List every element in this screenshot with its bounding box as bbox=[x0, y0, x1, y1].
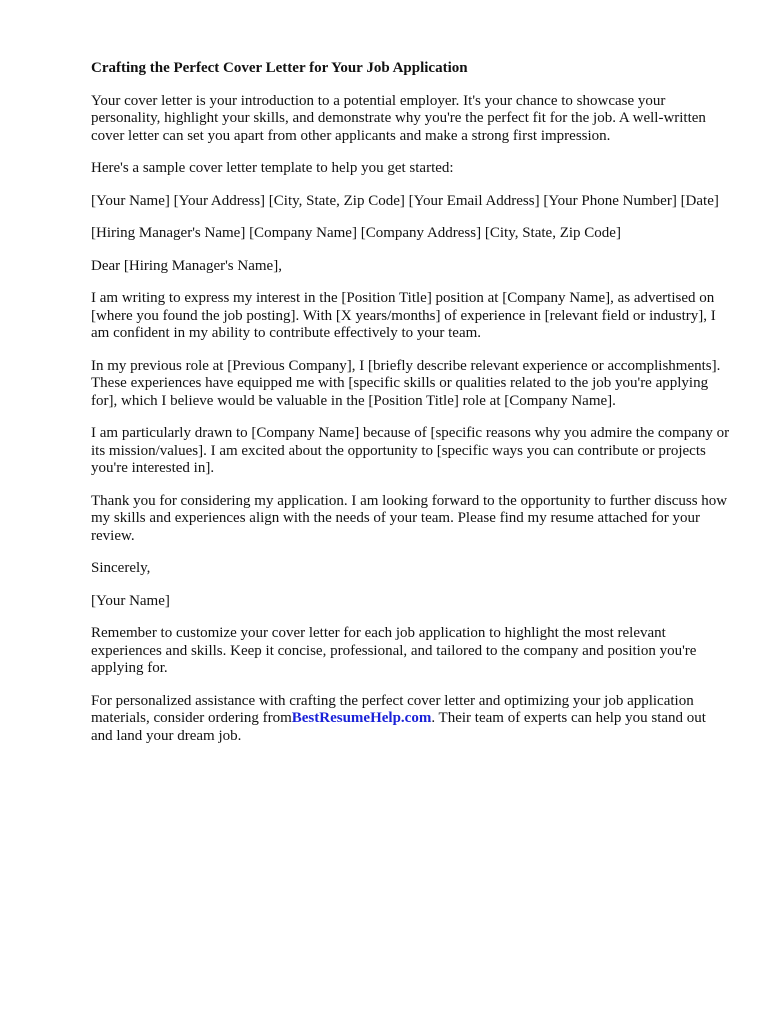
promo-text-before: For personalized assistance with crafting the perfect cover letter and optimizing your job application materials, consider ordering from bbox=[91, 692, 694, 726]
body-paragraph-4: Thank you for considering my application. I am looking forward to the opportunity to further discuss how my skills and experiences align with the needs of your team. Please find my resume attached for your review. bbox=[91, 492, 728, 544]
signature: [Your Name] bbox=[91, 592, 170, 609]
template-lead-paragraph: Here's a sample cover letter template to help you get started: bbox=[91, 160, 454, 176]
body-paragraph-1: I am writing to express my interest in the [Position Title] position at [Company Name], as advertised on [where you found the job posting]. With [X years/months] of experience in [relevant field or industry], I am confident in my ability to contribute effectively to your team. bbox=[91, 290, 716, 341]
recipient-block: [Hiring Manager's Name] [Company Name] [Company Address] [City, State, Zip Code] bbox=[91, 225, 621, 241]
body-paragraph-2: In my previous role at [Previous Company], I [briefly describe relevant experience or accomplishments]. These experiences have equipped me with [specific skills or qualities related to the job you're applying for], which I believe would be valuable in the [Position Title] role at [Company Name]. bbox=[91, 357, 721, 409]
promo-link[interactable]: BestResumeHelp.com bbox=[291, 710, 432, 726]
promo-text-after: . Their team of experts can help you stand out and land your dream job. bbox=[91, 710, 706, 744]
closing: Sincerely, bbox=[91, 560, 151, 576]
intro-paragraph: Your cover letter is your introduction to a potential employer. It's your chance to showcase your personality, highlight your skills, and demonstrate why you're the perfect fit for the job. A well-written cover letter can set you apart from other applicants and make a strong first impression. bbox=[91, 92, 706, 144]
sender-block: [Your Name] [Your Address] [City, State, Zip Code] [Your Email Address] [Your Phone Number] [Date] bbox=[91, 192, 719, 209]
document-title: Crafting the Perfect Cover Letter for Your Job Application bbox=[91, 60, 468, 76]
advice-paragraph: Remember to customize your cover letter for each job application to highlight the most relevant experiences and skills. Keep it concise, professional, and tailored to the company and position you're applying for. bbox=[91, 625, 697, 676]
body-paragraph-3: I am particularly drawn to [Company Name] because of [specific reasons why you admire the company or its mission/values]. I am excited about the opportunity to [specific ways you can contribute or projects you're interested in]. bbox=[91, 425, 730, 476]
salutation: Dear [Hiring Manager's Name], bbox=[91, 257, 282, 274]
promo-paragraph bbox=[91, 693, 730, 746]
